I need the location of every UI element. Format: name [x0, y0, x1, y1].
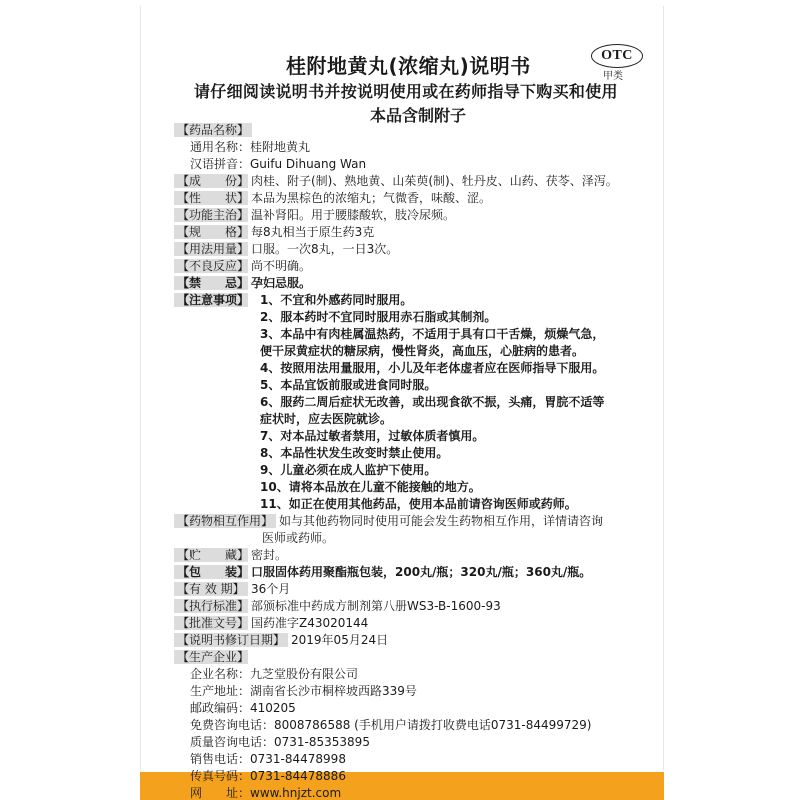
- website: 网 址：www.hnjzt.com: [190, 786, 342, 800]
- ingredients-row: 【成 份】 肉桂、附子(制)、熟地黄、山茱萸(制)、牡丹皮、山药、茯苓、泽泻。: [174, 174, 618, 188]
- properties-row: 【性 状】 本品为黑棕色的浓缩丸；气微香，味酸、涩。: [174, 191, 491, 205]
- precaution-item: 6、服药二周后症状无改善，或出现食欲不振，头痛，胃脘不适等: [260, 395, 605, 409]
- precaution-item: 8、本品性状发生改变时禁止使用。: [260, 446, 449, 460]
- common-name: 通用名称：桂附地黄丸: [190, 140, 311, 154]
- standard-row: 【执行标准】 部颁标准中药成方制剂第八册WS3-B-1600-93: [174, 599, 501, 613]
- pinyin-name: 汉语拼音：Guifu Dihuang Wan: [190, 157, 367, 171]
- fax: 传真号码：0731-84478886: [190, 769, 346, 783]
- spec-row: 【规 格】 每8丸相当于原生药3克: [174, 225, 374, 239]
- otc-badge: OTC: [591, 44, 643, 68]
- manufacturer-label: 【生产企业】: [174, 650, 251, 664]
- indications-row: 【功能主治】 温补肾阳。用于腰膝酸软，肢冷尿频。: [174, 208, 455, 222]
- precaution-item: 3、本品中有肉桂属温热药，不适用于具有口干舌燥，烦燥气急，: [260, 327, 605, 341]
- postal-code: 邮政编码：410205: [190, 701, 296, 715]
- contraindications-row: 【禁 忌】 孕妇忌服。: [174, 276, 311, 290]
- precaution-item: 9、儿童必须在成人监护下使用。: [260, 463, 437, 477]
- precaution-item: 症状时，应去医院就诊。: [260, 412, 393, 426]
- approval-row: 【批准文号】 国药准字Z43020144: [174, 616, 368, 630]
- document-title: 桂附地黄丸(浓缩丸)说明书: [286, 54, 531, 78]
- quality-phone: 质量咨询电话：0731-85353895: [190, 735, 370, 749]
- precaution-item: 11、如正在使用其他药品，使用本品前请咨询医师或药师。: [260, 497, 577, 511]
- contains-note: 本品含制附子: [370, 106, 467, 125]
- interactions-row-cont: 医师或药师。: [262, 531, 335, 545]
- revision-row: 【说明书修订日期】 2019年05月24日: [174, 633, 388, 647]
- interactions-row: 【药物相互作用】 如与其他药物同时使用可能会发生药物相互作用，详情请咨询: [174, 514, 603, 528]
- sales-phone: 销售电话：0731-84478998: [190, 752, 346, 766]
- otc-class: 甲类: [603, 71, 623, 82]
- usage-row: 【用法用量】 口服。一次8丸，一日3次。: [174, 242, 398, 256]
- company-name: 企业名称：九芝堂股份有限公司: [190, 667, 359, 681]
- storage-row: 【贮 藏】 密封。: [174, 548, 287, 562]
- drug-name-label: 【药品名称】: [174, 123, 255, 137]
- precaution-item: 便干尿黄症状的糖尿病，慢性肾炎，高血压，心脏病的患者。: [260, 344, 585, 358]
- precaution-item: 4、按照用法用量服用，小儿及年老体虚者应在医师指导下服用。: [260, 361, 605, 375]
- precautions-label: 【注意事项】: [174, 293, 251, 307]
- precaution-item: 1、不宜和外感药同时服用。: [260, 293, 413, 307]
- precaution-item: 10、请将本品放在儿童不能接触的地方。: [260, 480, 481, 494]
- precaution-item: 7、对本品过敏者禁用，过敏体质者慎用。: [260, 429, 485, 443]
- precaution-item: 2、服本药时不宜同时服用赤石脂或其制剂。: [260, 310, 497, 324]
- warning-line: 请仔细阅读说明书并按说明使用或在药师指导下购买和使用: [194, 82, 618, 101]
- adverse-row: 【不良反应】 尚不明确。: [174, 259, 311, 273]
- precaution-item: 5、本品宜饭前服或进食同时服。: [260, 378, 437, 392]
- validity-row: 【有 效 期】 36个月: [174, 582, 290, 596]
- company-address: 生产地址：湖南省长沙市桐梓坡西路339号: [190, 684, 417, 698]
- package-row: 【包 装】 口服固体药用聚酯瓶包装，200丸/瓶；320丸/瓶；360丸/瓶。: [174, 565, 591, 579]
- hotline: 免费咨询电话：8008786588 (手机用户请拨打收费电话0731-84499729): [190, 718, 592, 732]
